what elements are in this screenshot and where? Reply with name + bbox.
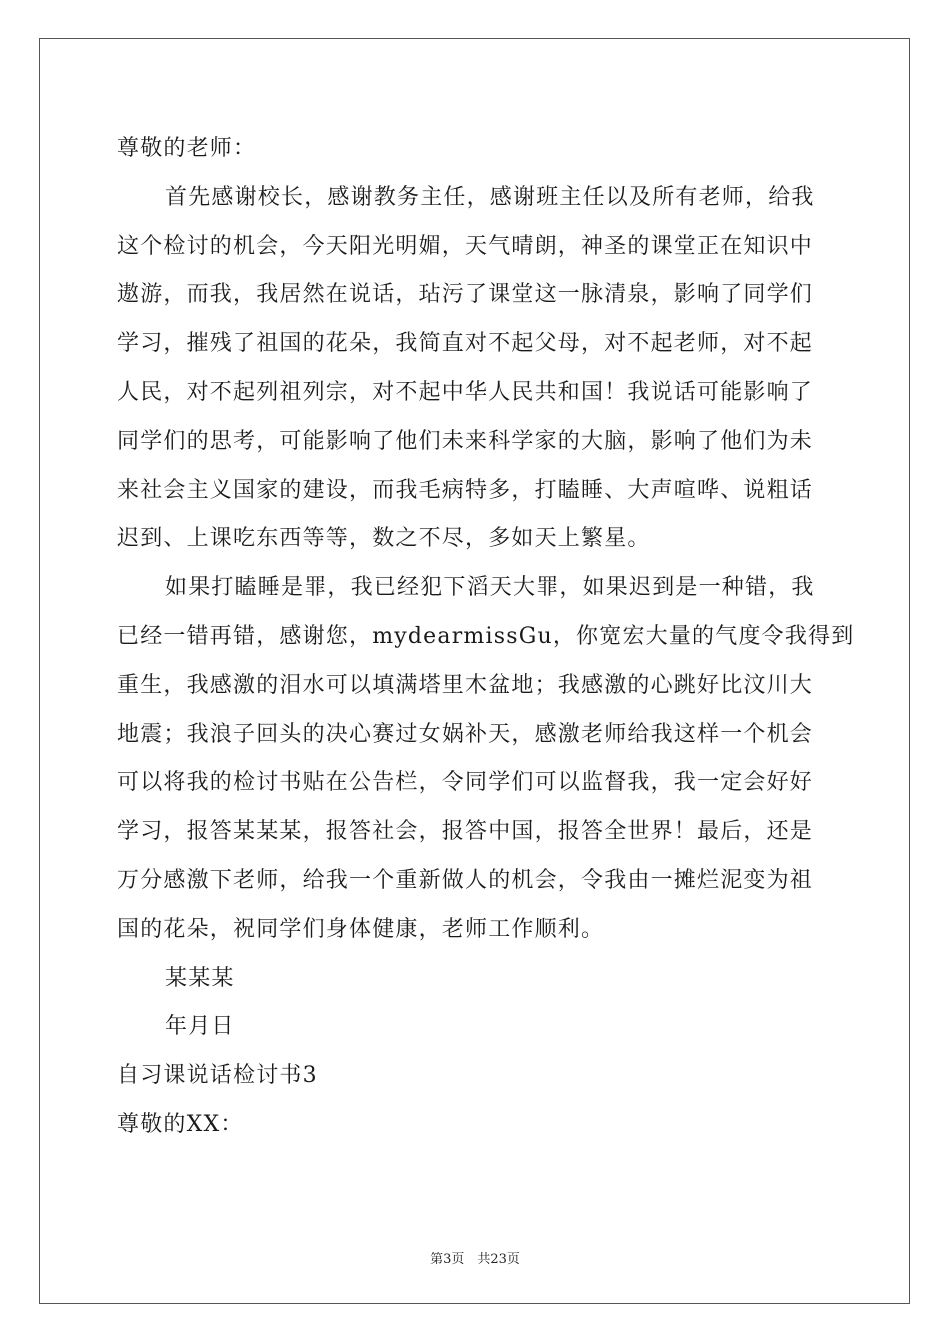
paragraph-line: 迟到、上课吃东西等等，数之不尽，多如天上繁星。 bbox=[117, 526, 651, 552]
document-body bbox=[117, 125, 855, 1150]
paragraph-line: 万分感激下老师，给我一个重新做人的机会，令我由一摊烂泥变为祖 bbox=[117, 867, 814, 893]
page-number: 第3页 共23页 bbox=[430, 1252, 520, 1267]
paragraph-2 bbox=[117, 564, 855, 954]
paragraph-line: 可以将我的检讨书贴在公告栏，令同学们可以监督我，我一定会好好 bbox=[117, 770, 814, 796]
paragraph-line: 如果打瞌睡是罪，我已经犯下滔天大罪，如果迟到是一种错，我 bbox=[165, 575, 815, 601]
paragraph-line: 国的花朵，祝同学们身体健康，老师工作顺利。 bbox=[117, 916, 605, 942]
greeting-2: 尊敬的XX： bbox=[117, 1111, 244, 1137]
paragraph-line: 地震；我浪子回头的决心赛过女娲补天，感激老师给我这样一个机会 bbox=[117, 721, 814, 747]
section-title: 自习课说话检讨书3 bbox=[117, 1063, 318, 1089]
paragraph-line: 遨游，而我，我居然在说话，玷污了课堂这一脉清泉，影响了同学们 bbox=[117, 282, 814, 308]
paragraph-line: 来社会主义国家的建设，而我毛病特多，打瞌睡、大声喧哗、说粗话 bbox=[117, 477, 814, 503]
signature: 某某某 bbox=[165, 965, 235, 991]
paragraph-1 bbox=[117, 174, 837, 564]
paragraph-line: 这个检讨的机会，今天阳光明媚，天气晴朗，神圣的课堂正在知识中 bbox=[117, 233, 814, 259]
paragraph-line: 同学们的思考，可能影响了他们未来科学家的大脑，影响了他们为未 bbox=[117, 428, 814, 454]
paragraph-line: 学习，摧残了祖国的花朵，我简直对不起父母，对不起老师，对不起 bbox=[117, 331, 814, 357]
date: 年月日 bbox=[165, 1014, 235, 1040]
paragraph-line: 重生，我感激的泪水可以填满塔里木盆地；我感激的心跳好比汶川大 bbox=[117, 672, 814, 698]
paragraph-line: 学习，报答某某某，报答社会，报答中国，报答全世界！最后，还是 bbox=[117, 819, 814, 845]
paragraph-line: 人民，对不起列祖列宗，对不起中华人民共和国！我说话可能影响了 bbox=[117, 379, 814, 405]
paragraph-line: 首先感谢校长，感谢教务主任，感谢班主任以及所有老师，给我 bbox=[165, 184, 815, 210]
paragraph-line: 已经一错再错，感谢您，mydearmissGu，你宽宏大量的气度令我得到 bbox=[117, 623, 855, 649]
greeting: 尊敬的老师： bbox=[117, 136, 257, 161]
